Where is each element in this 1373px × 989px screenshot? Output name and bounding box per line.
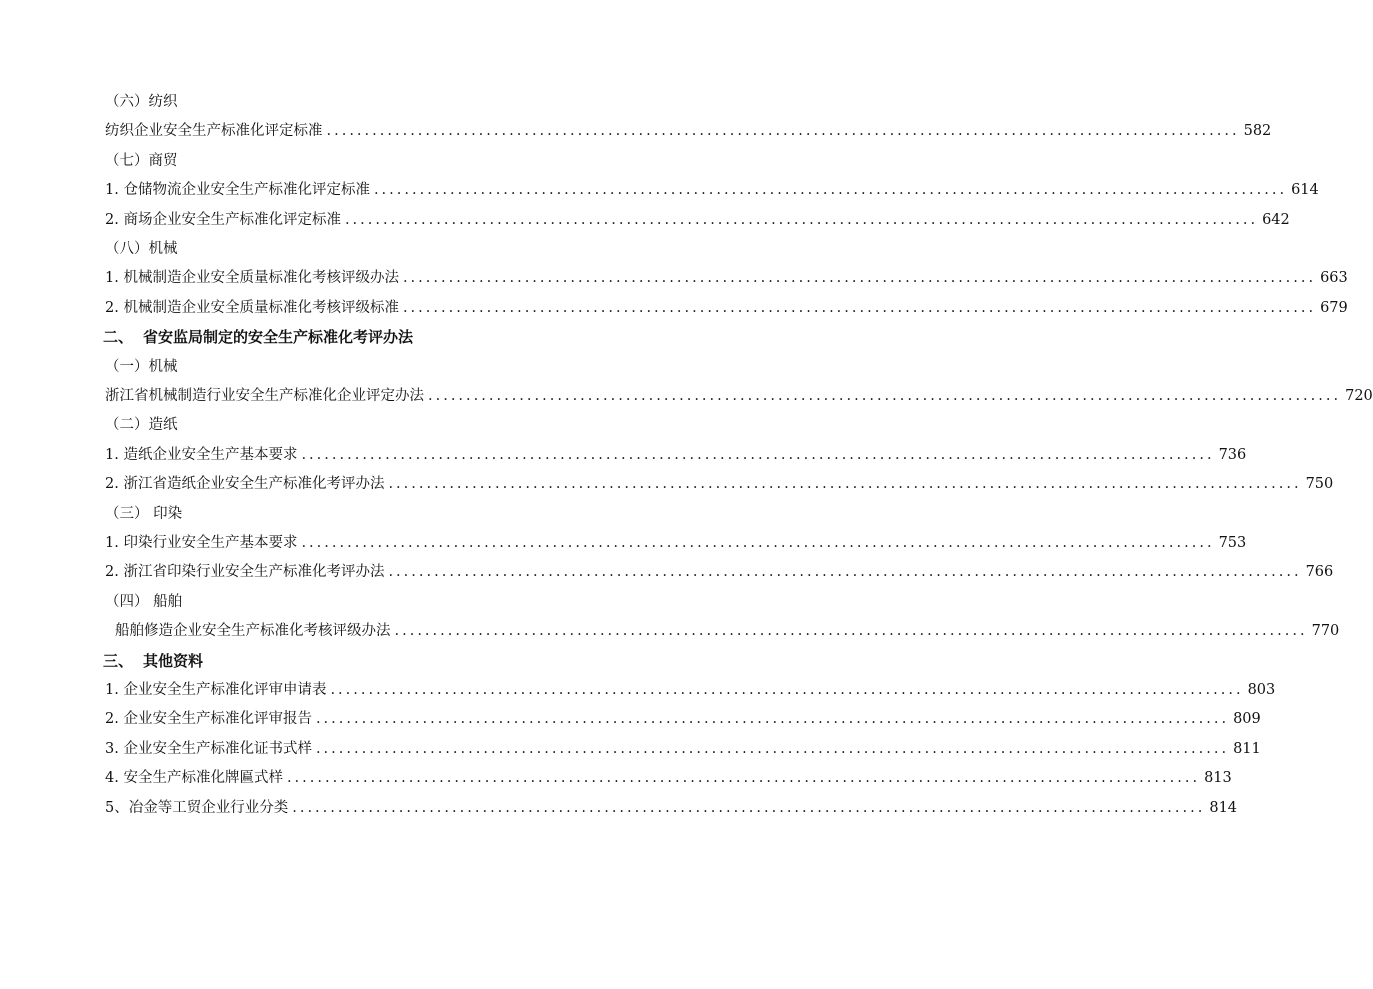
toc-section-heading: （七）商贸	[105, 153, 178, 169]
dot-leader: ........................................................................................................................	[301, 447, 1215, 463]
toc-entry[interactable]	[105, 530, 1247, 556]
toc-entry-title: 2. 浙江省造纸企业安全生产标准化考评办法	[105, 476, 385, 492]
toc-part-heading	[103, 648, 203, 674]
toc-page-number: 803	[1247, 682, 1276, 698]
toc-page-number: 813	[1204, 770, 1232, 786]
dot-leader: ........................................................................................................................	[315, 711, 1230, 727]
toc-section-heading: （六）纺织	[105, 94, 178, 110]
toc-entry[interactable]	[105, 471, 1334, 497]
toc-entry-title: 1. 仓储物流企业安全生产标准化评定标准	[105, 182, 370, 198]
toc-entry[interactable]	[105, 118, 1272, 144]
toc-page-number: 809	[1233, 711, 1261, 727]
toc-entry-title: 2. 商场企业安全生产标准化评定标准	[105, 212, 341, 228]
toc-entry[interactable]	[105, 795, 1238, 821]
dot-leader: ........................................................................................................................	[388, 476, 1302, 492]
toc-section-heading: （三） 印染	[105, 506, 183, 522]
toc-page-number: 720	[1345, 388, 1373, 404]
part-title: 其他资料	[143, 652, 204, 670]
toc-entry[interactable]	[105, 265, 1348, 291]
toc-entry[interactable]	[105, 207, 1290, 233]
dot-leader: ........................................................................................................................	[292, 800, 1206, 816]
toc-entry-title: 浙江省机械制造行业安全生产标准化企业评定办法	[105, 388, 424, 404]
dot-leader: ........................................................................................................................	[330, 682, 1244, 698]
toc-entry-title: 4. 安全生产标准化牌匾式样	[105, 770, 283, 786]
dot-leader: ........................................................................................................................	[402, 300, 1317, 316]
toc-section-heading: （二）造纸	[105, 417, 178, 433]
part-number: 二、	[103, 328, 134, 346]
dot-leader: ........................................................................................................................	[301, 535, 1215, 551]
toc-entry-title: 纺织企业安全生产标准化评定标准	[105, 123, 323, 139]
toc-page-number: 663	[1320, 270, 1348, 286]
toc-entry[interactable]	[105, 765, 1232, 791]
toc-section-heading: （一）机械	[105, 359, 178, 375]
dot-leader: ........................................................................................................................	[315, 741, 1230, 757]
dot-leader: ........................................................................................................................	[286, 770, 1201, 786]
toc-page-number: 814	[1209, 800, 1238, 816]
toc-entry-title: 5、冶金等工贸企业行业分类	[105, 800, 289, 816]
toc-section-heading: （四） 船舶	[105, 594, 183, 610]
toc-entry[interactable]	[105, 295, 1348, 321]
toc-entry-title: 1. 企业安全生产标准化评审申请表	[105, 682, 327, 698]
dot-leader: ........................................................................................................................	[344, 212, 1259, 228]
toc-entry-title: 2. 机械制造企业安全质量标准化考核评级标准	[105, 300, 399, 316]
toc-entry-title: 3. 企业安全生产标准化证书式样	[105, 741, 312, 757]
toc-page-number: 614	[1291, 182, 1319, 198]
toc-page-number: 766	[1305, 564, 1334, 580]
toc-entry[interactable]	[105, 559, 1334, 585]
toc-entry[interactable]	[105, 383, 1373, 409]
toc-page-number: 753	[1218, 535, 1247, 551]
toc-entry-title: 船舶修造企业安全生产标准化考核评级办法	[115, 623, 391, 639]
toc-entry-title: 1. 机械制造企业安全质量标准化考核评级办法	[105, 270, 399, 286]
toc-entry[interactable]	[105, 706, 1261, 732]
toc-section-heading: （八）机械	[105, 241, 178, 257]
dot-leader: ........................................................................................................................	[373, 182, 1288, 198]
toc-entry-title: 2. 浙江省印染行业安全生产标准化考评办法	[105, 564, 385, 580]
dot-leader: ........................................................................................................................	[394, 623, 1308, 639]
toc-page-number: 750	[1305, 476, 1334, 492]
toc-page-number: 736	[1218, 447, 1247, 463]
toc-entry[interactable]	[105, 677, 1276, 703]
dot-leader: ........................................................................................................................	[428, 388, 1342, 404]
dot-leader: ........................................................................................................................	[402, 270, 1317, 286]
dot-leader: ........................................................................................................................	[388, 564, 1302, 580]
part-number: 三、	[103, 652, 134, 670]
toc-page-number: 679	[1320, 300, 1348, 316]
toc-page-number: 770	[1311, 623, 1340, 639]
toc-entry-title: 1. 印染行业安全生产基本要求	[105, 535, 298, 551]
toc-page-number: 642	[1262, 212, 1290, 228]
toc-entry[interactable]	[105, 442, 1247, 468]
toc-entry-title: 1. 造纸企业安全生产基本要求	[105, 447, 298, 463]
dot-leader: ........................................................................................................................	[326, 123, 1240, 139]
part-title: 省安监局制定的安全生产标准化考评办法	[143, 328, 414, 346]
toc-entry-title: 2. 企业安全生产标准化评审报告	[105, 711, 312, 727]
toc-entry[interactable]	[115, 618, 1340, 644]
toc-page-number: 582	[1243, 123, 1272, 139]
toc-entry[interactable]	[105, 736, 1261, 762]
toc-entry[interactable]	[105, 177, 1319, 203]
toc-part-heading	[103, 324, 413, 350]
toc-page-number: 811	[1233, 741, 1261, 757]
